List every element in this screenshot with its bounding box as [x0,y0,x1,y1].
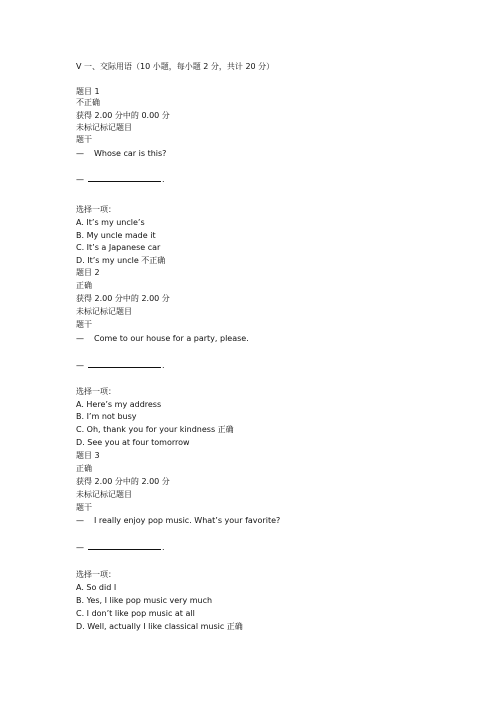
q1-stem-label: 题干 [76,135,92,144]
q3-flag: 未标记标记题目 [76,490,132,499]
q3-answer-blank [88,543,161,550]
q3-option-b[interactable]: B. Yes, I like pop music very much [76,596,213,605]
q2-choose-label: 选择一项： [76,387,116,396]
q1-option-c[interactable]: C. It’s a Japanese car [76,243,161,252]
q2-option-b[interactable]: B. I’m not busy [76,412,137,421]
q3-stem-label: 题干 [76,503,92,512]
q3-status: 正确 [76,464,92,473]
q2-option-d[interactable]: D. See you at four tomorrow [76,438,190,447]
q1-line2-period: . [162,175,165,184]
q2-status: 正确 [76,281,92,290]
q1-answer-blank [88,175,161,182]
q3-choose-label: 选择一项： [76,570,116,579]
q1-option-b[interactable]: B. My uncle made it [76,231,156,240]
q3-option-d[interactable]: D. Well, actually I like classical music 正确 [76,622,243,631]
q1-flag: 未标记标记题目 [76,123,132,132]
q2-score: 获得 2.00 分中的 2.00 分 [76,294,170,303]
q1-option-a[interactable]: A. It’s my uncle’s [76,218,145,227]
q2-stem-label: 题干 [76,320,92,329]
q3-option-c[interactable]: C. I don’t like pop music at all [76,609,195,618]
q3-title: 题目 3 [76,451,100,460]
q3-option-a[interactable]: A. So did I [76,583,117,592]
q2-option-c[interactable]: C. Oh, thank you for your kindness 正确 [76,425,234,434]
q2-line1-dash: — [76,334,84,343]
q2-stem-line2 [76,361,165,371]
q3-stem-line1 [76,516,280,526]
section-title: V 一、交际用语（10 小题，每小题 2 分，共计 20 分） [76,62,275,71]
q2-line2-dash: — [76,361,84,370]
q1-score: 获得 2.00 分中的 0.00 分 [76,111,170,120]
q1-stem-line1 [76,149,166,159]
q2-answer-blank [88,361,161,368]
q1-choose-label: 选择一项： [76,205,116,214]
q1-line2-dash: — [76,175,84,184]
q2-option-a[interactable]: A. Here’s my address [76,400,162,409]
q2-line2-period: . [162,361,165,370]
q3-line1-text: I really enjoy pop music. What’s your favorite? [94,516,281,525]
q3-line2-dash: — [76,543,84,552]
q1-stem-line2 [76,175,165,185]
q3-line1-dash: — [76,516,84,525]
q2-flag: 未标记标记题目 [76,307,132,316]
q3-stem-line2 [76,543,165,553]
q2-stem-line1 [76,334,249,344]
q2-line1-text: Come to our house for a party, please. [94,334,249,343]
q1-line1-dash: — [76,149,84,158]
q2-title: 题目 2 [76,268,100,277]
q1-option-d[interactable]: D. It’s my uncle 不正确 [76,256,166,265]
q3-score: 获得 2.00 分中的 2.00 分 [76,477,170,486]
q1-title: 题目 1 [76,87,100,96]
q1-status: 不正确 [76,98,100,107]
q3-line2-period: . [162,543,165,552]
q1-line1-text: Whose car is this? [94,149,167,158]
